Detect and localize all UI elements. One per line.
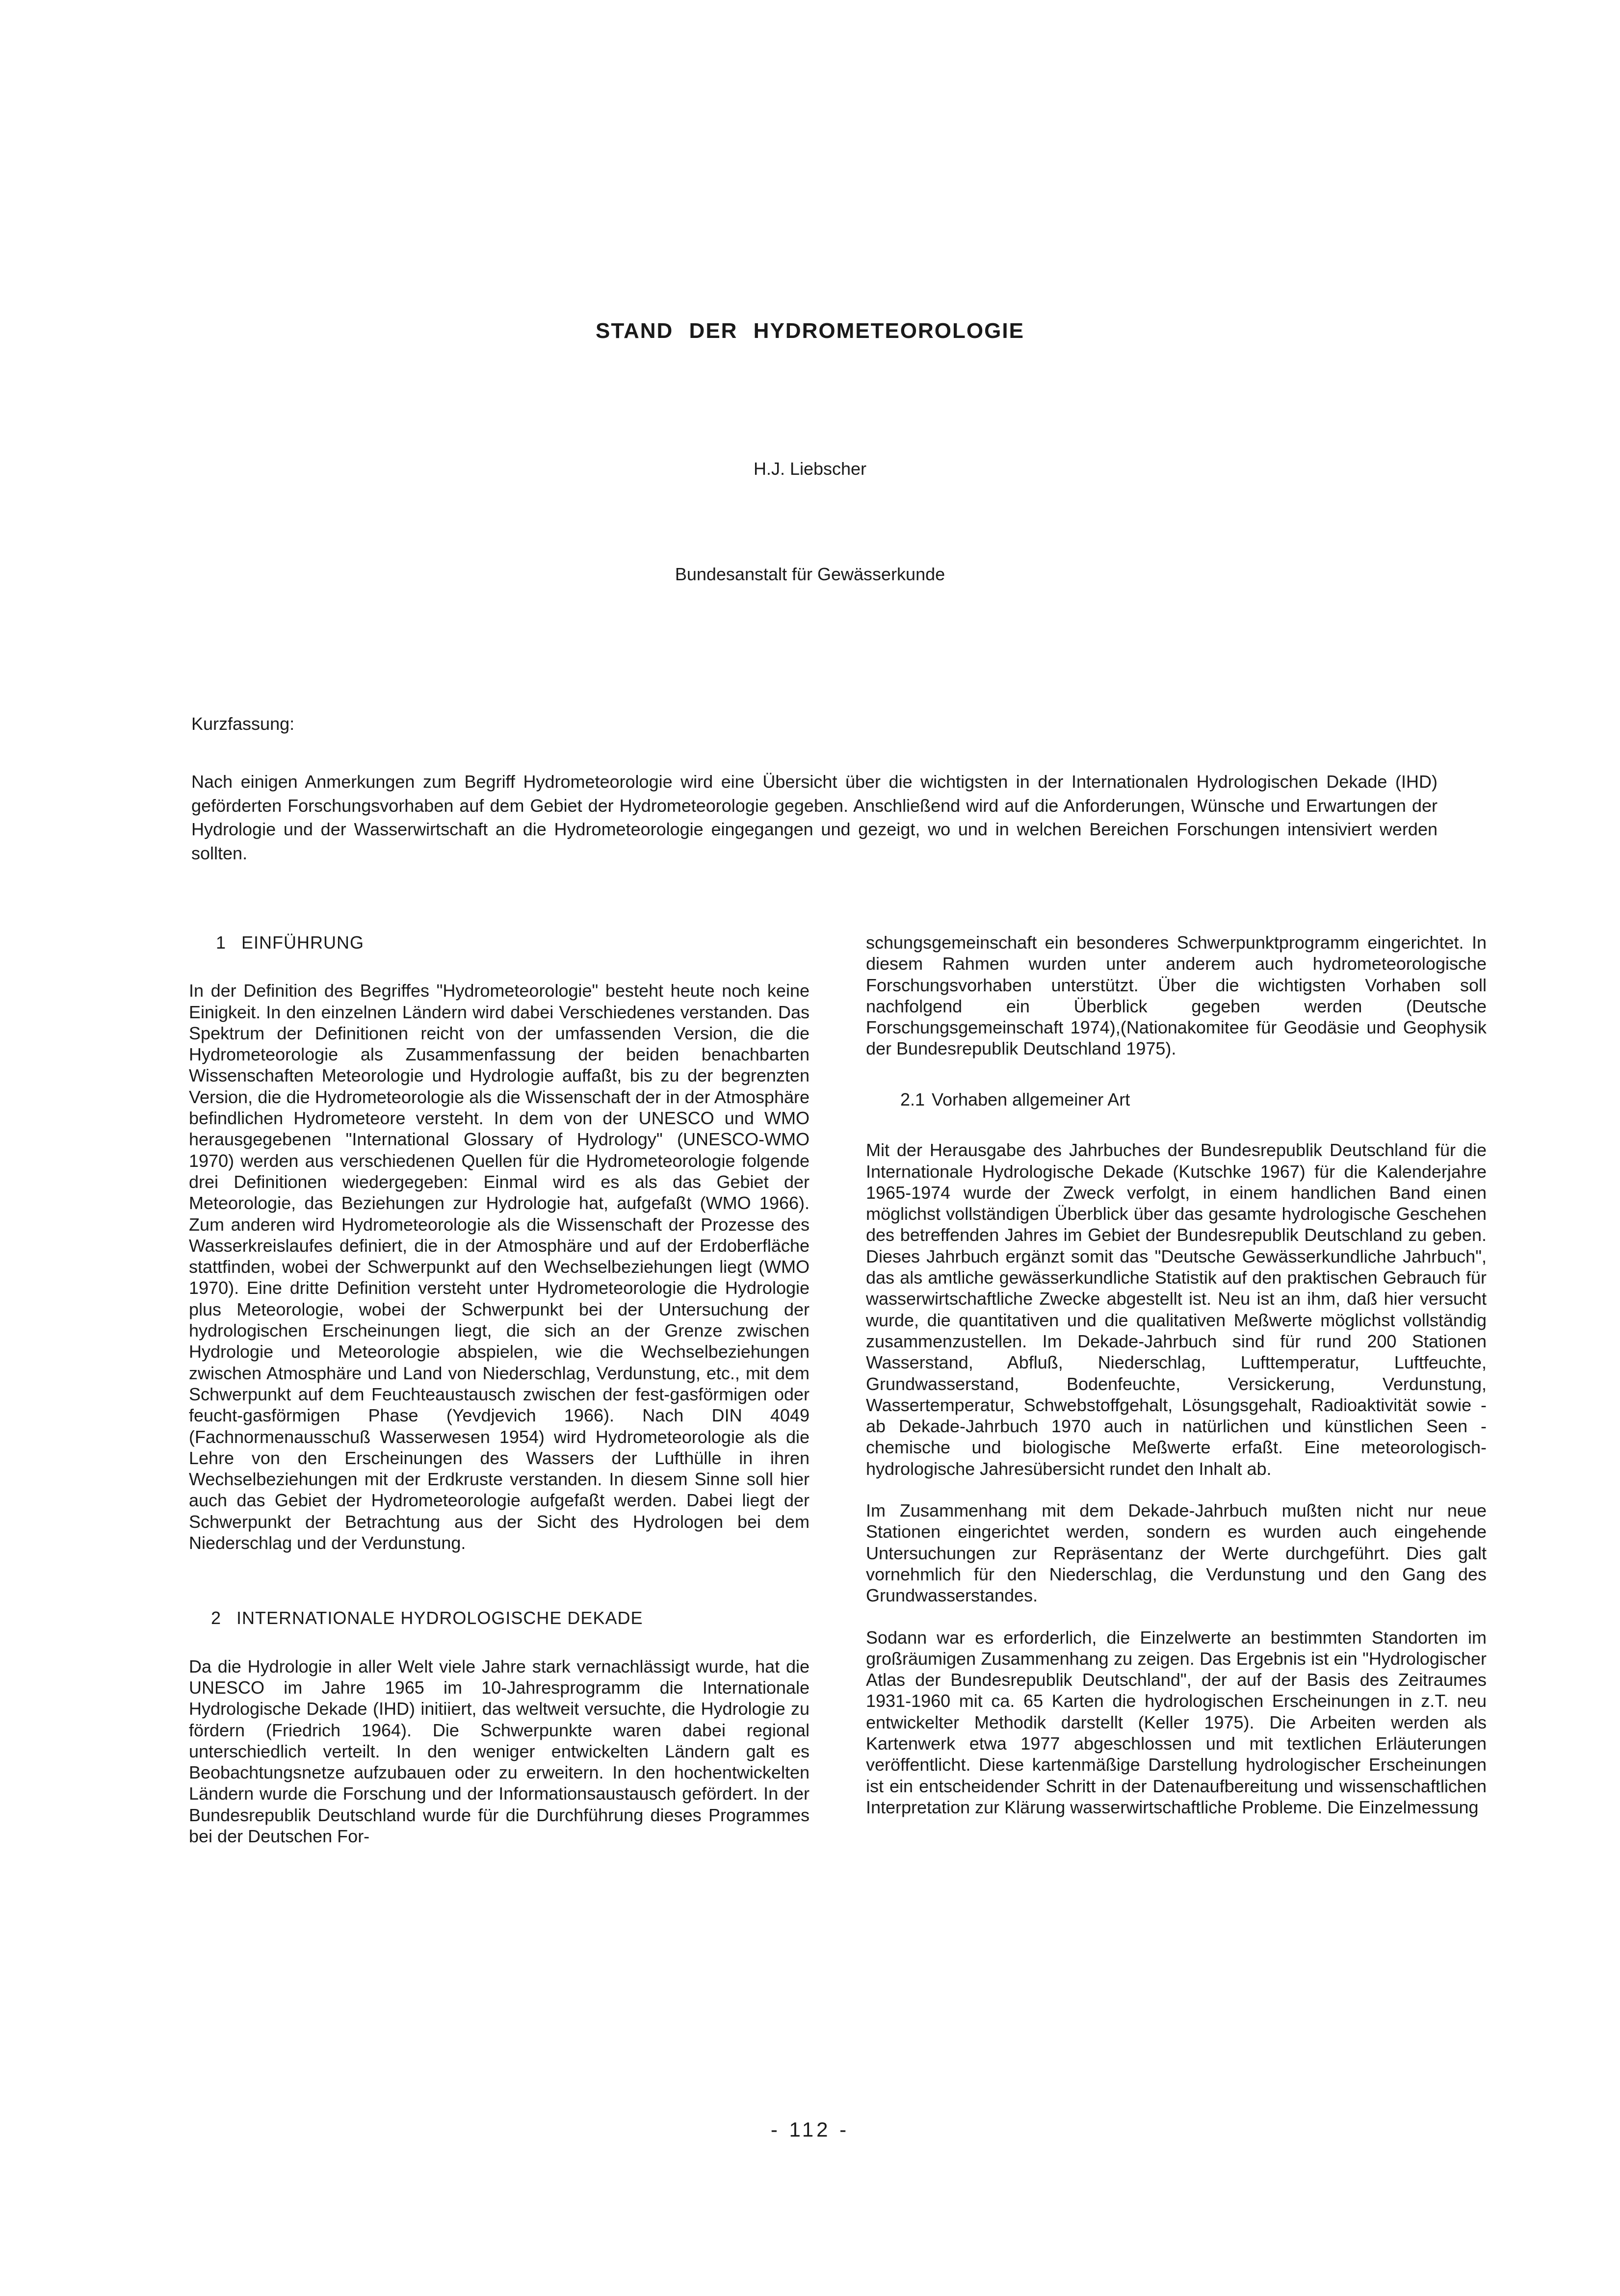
abstract-label: Kurzfassung: [191,714,295,734]
section-2-paragraph-continued: schungsgemeinschaft ein besonderes Schwerpunktprogramm eingerichtet. In diesem Rahmen wurden unter anderem auch hydrometeorologische Forschungsvorhaben unterstützt. Über die wichtigsten Vorhaben soll nachfolgend ein Überblick gegeben werden (Deutsche Forschungsgemeinschaft 1974),(Nationakomitee für Geodäsie und Geophysik der Bundesrepublik Deutschland 1975). [866,932,1487,1059]
section-2-1-heading [900,1089,1487,1110]
section-2-heading [211,1607,810,1628]
section-2-title: INTERNATIONALE HYDROLOGISCHE DEKADE [236,1608,643,1628]
section-2-1-paragraph-2: Im Zusammenhang mit dem Dekade-Jahrbuch mußten nicht nur neue Stationen eingerichtet werden, sondern es wurden auch eingehende Untersuchungen zur Repräsentanz der Werte durchgeführt. Dies galt vornehmlich für den Niederschlag, die Verdunstung und den Gang des Grundwasserstandes. [866,1500,1487,1606]
section-2-1-number: 2.1 [900,1089,925,1109]
affiliation: Bundesanstalt für Gewässerkunde [675,564,945,584]
section-2-number: 2 [211,1608,222,1628]
section-2-1-paragraph-1: Mit der Herausgabe des Jahrbuches der Bundesrepublik Deutschland für die Internationale Hydrologische Dekade (Kutschke 1967) für die Kalenderjahre 1965-1974 wurde der Zweck verfolgt, in einem handlichen Band einen möglichst vollständigen Überblick über das gesamte hydrologische Geschehen des betreffenden Jahres im Gebiet der Bundesrepublik Deutschland zu geben. Dieses Jahrbuch ergänzt somit das "Deutsche Gewässerkundliche Jahrbuch", das als amtliche gewässerkundliche Statistik auf den praktischen Gebrauch für wasserwirtschaftliche Zwecke abgestellt ist. Neu ist an ihm, daß hier versucht wurde, die quantitativen und die qualitativen Meßwerte möglichst vollständig zusammenzustellen. Im Dekade-Jahrbuch sind für rund 200 Stationen Wasserstand, Abfluß, Niederschlag, Lufttemperatur, Luftfeuchte, Grundwasserstand, Bodenfeuchte, Versickerung, Verdunstung, Wassertemperatur, Schwebstoffgehalt, Lösungsgehalt, Radioaktivität sowie - ab Dekade-Jahrbuch 1970 auch in natürlichen und künstlichen Seen - chemische und biologische Meßwerte erfaßt. Eine meteorologisch-hydrologische Jahresübersicht rundet den Inhalt ab. [866,1140,1487,1479]
section-2-1-title: Vorhaben allgemeiner Art [932,1089,1130,1109]
abstract-text: Nach einigen Anmerkungen zum Begriff Hydrometeorologie wird eine Übersicht über die wichtigsten in der Internationalen Hydrologischen Dekade (IHD) geförderten Forschungsvorhaben auf dem Gebiet der Hydrometeorologie gegeben. Anschließend wird auf die Anforderungen, Wünsche und Erwartungen der Hydrologie und der Wasserwirtschaft an die Hydrometeorologie eingegangen und gezeigt, wo und in welchen Bereichen Forschungen intensiviert werden sollten. [191,772,1437,863]
paper-title: STAND DER HYDROMETEOROLOGIE [596,319,1024,343]
section-1-title: EINFÜHRUNG [241,932,364,953]
author: H.J. Liebscher [753,459,867,479]
section-2-paragraph: Da die Hydrologie in aller Welt viele Jahre stark vernachlässigt wurde, hat die UNESCO im Jahre 1965 im 10-Jahresprogramm die Internationale Hydrologische Dekade (IHD) initiiert, das weltweit versuchte, die Hydrologie zu fördern (Friedrich 1964). Die Schwerpunkte waren dabei regional unterschiedlich verteilt. In den weniger entwickelten Ländern galt es Beobachtungsnetze aufzubauen oder zu erweitern. In den hochentwickelten Ländern wurde die Forschung und der Informationsaustausch gefördert. In der Bundesrepublik Deutschland wurde für die Durchführung dieses Programmes bei der Deutschen For- [189,1656,810,1846]
left-column [189,932,810,1847]
section-2-1-paragraph-3: Sodann war es erforderlich, die Einzelwerte an bestimmten Standorten im großräumigen Zusammenhang zu zeigen. Das Ergebnis ist ein "Hydrologischer Atlas der Bundesrepublik Deutschland", der auf der Basis des Zeitraumes 1931-1960 mit ca. 65 Karten die hydrologischen Erscheinungen in z.T. neu entwickelter Methodik darstellt (Keller 1975). Die Arbeiten werden als Kartenwerk etwa 1977 abgeschlossen und mit textlichen Erläuterungen veröffentlicht. Diese kartenmäßige Darstellung hydrologischer Erscheinungen ist ein entscheidender Schritt in der Datenaufbereitung und wissenschaftlichen Interpretation zur Klärung wasserwirtschaftliche Probleme. Die Einzelmessung [866,1627,1487,1817]
section-1-heading [216,932,810,953]
section-1-number: 1 [216,932,227,953]
right-column [866,932,1487,1818]
section-1-paragraph: In der Definition des Begriffes "Hydrometeorologie" besteht heute noch keine Einigkeit. In den einzelnen Ländern wird dabei Verschiedenes verstanden. Das Spektrum der Definitionen reicht von der umfassenden Version, die die Hydrometeorologie als Zusammenfassung der beiden benachbarten Wissenschaften Meteorologie und Hydrologie auffaßt, bis zu der begrenzten Version, die die Hydrometeorologie als die Wissenschaft der in der Atmosphäre befindlichen Hydrometeore versteht. In dem von der UNESCO und WMO herausgegebenen "International Glossary of Hydrology" (UNESCO-WMO 1970) werden aus verschiedenen Quellen für die Hydrometeorologie folgende drei Definitionen wiedergegeben: Einmal wird es als das Gebiet der Meteorologie, das Beziehungen zur Hydrologie hat, aufgefaßt (WMO 1966). Zum anderen wird Hydrometeorologie als die Wissenschaft der Prozesse des Wasserkreislaufes definiert, die in der Atmosphäre und auf der Erdoberfläche stattfinden, wobei der Schwerpunkt auf den Wechselbeziehungen liegt (WMO 1970). Eine dritte Definition versteht unter Hydrometeorologie die Hydrologie plus Meteorologie, wobei der Schwerpunkt bei der Untersuchung der hydrologischen Erscheinungen liegt, die sich an der Grenze zwischen Hydrologie und Meteorologie abspielen, wie die Wechselbeziehungen zwischen Atmosphäre und Land von Niederschlag, Verdunstung, etc., mit dem Schwerpunkt auf dem Feuchteaustausch zwischen der fest-gasförmigen oder feucht-gasförmigen Phase (Yevdjevich 1966). Nach DIN 4049 (Fachnormenausschuß Wasserwesen 1954) wird Hydrometeorologie als die Lehre von den Erscheinungen des Wassers der Lufthülle in ihren Wechselbeziehungen mit der Erdkruste verstanden. In diesem Sinne soll hier auch das Gebiet der Hydrometeorologie aufgefaßt werden. Dabei liegt der Schwerpunkt der Betrachtung aus der Sicht des Hydrologen bei dem Niederschlag und der Verdunstung. [189,980,810,1553]
page-number: - 112 - [770,2118,850,2141]
